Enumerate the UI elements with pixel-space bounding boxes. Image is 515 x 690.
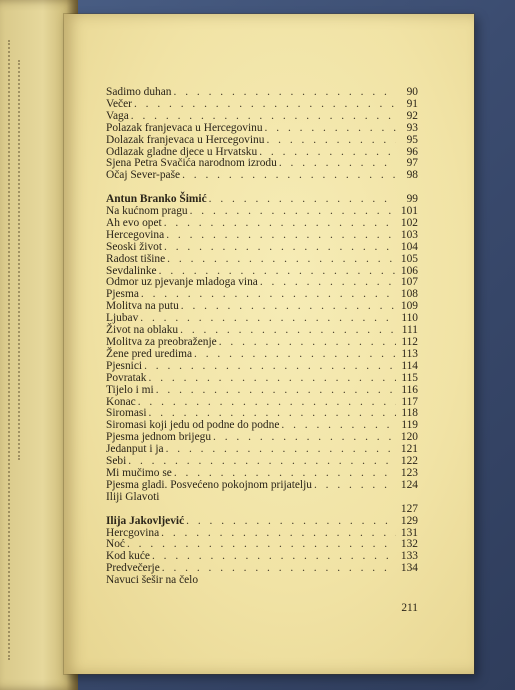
toc-entry: [106, 575, 418, 587]
toc-entry-title: Antun Branko Šimić: [106, 193, 207, 206]
toc-entry: [106, 87, 418, 99]
toc-entry-page: 102: [400, 216, 418, 229]
toc-entry-title: Konac: [106, 395, 136, 408]
toc-dot-leader: [164, 444, 396, 456]
toc-entry-title: Vaga: [106, 109, 129, 122]
toc-entry-page: 92: [406, 109, 418, 122]
toc-dot-leader: [164, 230, 396, 242]
toc-entry-title: Povratak: [106, 371, 147, 384]
toc-entry-title: Dolazak franjevaca u Hercegovinu: [106, 133, 265, 146]
toc-entry-title: Noć: [106, 538, 125, 551]
toc-entry: [106, 123, 418, 135]
toc-entry-page: 101: [400, 205, 418, 218]
toc-entry: [106, 539, 418, 551]
toc-entry-title: Sadimo duhan: [106, 86, 172, 98]
toc-entry: [106, 373, 418, 385]
toc-entry-title: Predvečerje: [106, 562, 160, 575]
toc-entry-title: Odmor uz pjevanje mladoga vina: [106, 276, 258, 289]
toc-entry-page: 90: [406, 86, 418, 98]
toc-entry-title: Ah evo opet: [106, 216, 162, 229]
toc-entry-page: 115: [401, 371, 418, 384]
toc-author-entry: [106, 516, 418, 528]
book-page: [64, 14, 474, 674]
toc-entry: [106, 135, 418, 147]
toc-entry-page: 124: [400, 478, 418, 491]
toc-entry-page: 127: [400, 502, 418, 515]
toc-entry: [106, 230, 418, 242]
toc-dot-leader: [184, 516, 396, 528]
toc-entry: [106, 397, 418, 409]
toc-entry-title: Hercgovina: [106, 526, 160, 539]
toc-dot-leader: [132, 99, 396, 111]
toc-entry-title: Na kućnom pragu: [106, 205, 188, 218]
toc-entry-title: Pjesma jednom brijegu: [106, 431, 212, 444]
toc-entry-title: Polazak franjevaca u Hercegovinu: [106, 121, 263, 134]
toc-entry-title: Ljubav: [106, 312, 139, 325]
toc-entry-title: Hercegovina: [106, 228, 165, 241]
toc-entry-title: Jedanput i ja: [106, 443, 164, 456]
toc-entry: [106, 242, 418, 254]
toc-entry-title: Odlazak gladne djece u Hrvatsku: [106, 145, 258, 158]
toc-entry: [106, 349, 418, 361]
toc-entry: [106, 504, 418, 516]
toc-entry: [106, 361, 418, 373]
toc-entry: [106, 99, 418, 111]
toc-entry-page: 131: [400, 526, 418, 539]
toc-entry-title: Radost tišine: [106, 252, 166, 265]
toc-dot-leader: [211, 432, 396, 444]
toc-entry-title: Navuci šešir na čelo: [106, 574, 199, 587]
toc-entry: [106, 301, 418, 313]
toc-entry: [106, 170, 418, 182]
toc-dot-leader: [258, 277, 396, 289]
toc-entry-page: 98: [406, 169, 418, 182]
toc-dot-leader: [263, 123, 396, 135]
toc-entry-page: 105: [400, 252, 418, 265]
toc-entry-page: 114: [401, 359, 418, 372]
toc-entry-page: 111: [401, 324, 418, 337]
toc-entry-page: 134: [400, 562, 418, 575]
toc-dot-leader: [162, 242, 396, 254]
toc-entry-page: 110: [401, 312, 418, 325]
toc-dot-leader: [188, 206, 396, 218]
toc-entry-page: 108: [400, 288, 418, 301]
toc-entry-title: Siromasi: [106, 407, 147, 420]
toc-entry-title: Iliji Glavoti: [106, 490, 160, 503]
toc-dot-leader: [179, 301, 396, 313]
toc-entry: [106, 277, 418, 289]
toc-entry-title: Pjesma: [106, 288, 139, 301]
toc-entry-page: 107: [400, 276, 418, 289]
toc-dot-leader: [217, 337, 396, 349]
toc-entry-page: 118: [401, 407, 418, 420]
toc-entry-page: 120: [400, 431, 418, 444]
toc-entry-page: 122: [400, 455, 418, 468]
toc-entry-page: 104: [400, 240, 418, 253]
toc-entry-title: Kod kuće: [106, 550, 150, 563]
toc-entry: [106, 254, 418, 266]
toc-entry-page: 103: [400, 228, 418, 241]
toc-entry-page: 95: [406, 133, 418, 146]
toc-dot-leader: [147, 373, 397, 385]
toc-entry-page: 99: [406, 193, 418, 206]
toc-entry-title: Molitva na putu: [106, 300, 179, 313]
toc-entry-title: Pjesnici: [106, 359, 143, 372]
toc-entry: [106, 385, 418, 397]
toc-dot-leader: [172, 87, 397, 99]
toc-entry: [106, 111, 418, 123]
toc-entry-page: 109: [400, 300, 418, 313]
toc-entry-title: Siromasi koji jedu od podne do podne: [106, 419, 280, 432]
toc-entry-page: 117: [401, 395, 418, 408]
toc-entry-title: Molitva za preobraženje: [106, 336, 217, 349]
toc-entry-page: 133: [400, 550, 418, 563]
toc-entry: [106, 492, 418, 504]
toc-entry-title: Žene pred uredima: [106, 347, 193, 360]
toc-entry-page: 112: [401, 336, 418, 349]
toc-entry-page: 132: [400, 538, 418, 551]
facing-page-dotted-leaders-2: [18, 60, 34, 460]
toc-entry-title: Život na oblaku: [106, 324, 179, 337]
toc-entry-title: Pjesma gladi. Posvećeno pokojnom prijatelju: [106, 478, 312, 491]
toc-dot-leader: [150, 551, 396, 563]
toc-dot-leader: [192, 349, 396, 361]
toc-dot-leader: [257, 147, 396, 159]
toc-dot-leader: [159, 528, 396, 540]
page-number: 211: [401, 602, 418, 614]
toc-entry-title: Sebi: [106, 455, 127, 468]
toc-entry-title: Seoski život: [106, 240, 163, 253]
toc-dot-leader: [279, 420, 396, 432]
toc-entry-title: Očaj Sever-paše: [106, 169, 181, 182]
toc-entry: [106, 528, 418, 540]
toc-dot-leader: [165, 254, 396, 266]
toc-entry-page: 91: [406, 97, 418, 110]
toc-dot-leader: [129, 111, 396, 123]
toc-dot-leader: [312, 480, 396, 492]
toc-entry-page: 106: [400, 264, 418, 277]
toc-entry-title: Večer: [106, 97, 132, 110]
toc-dot-leader: [207, 194, 396, 206]
table-of-contents: [106, 87, 418, 587]
toc-entry-title: Sevdalinke: [106, 264, 157, 277]
toc-entry-page: 129: [400, 514, 418, 527]
toc-dot-leader: [154, 385, 396, 397]
toc-entry-title: Sjena Petra Svačića narodnom izrodu: [106, 157, 277, 170]
toc-entry-page: 123: [400, 466, 418, 479]
toc-entry-title: Ilija Jakovljević: [106, 514, 185, 527]
toc-dot-leader: [264, 135, 396, 147]
toc-entry-title: Tijelo i mi: [106, 383, 154, 396]
toc-entry-page: 97: [406, 157, 418, 170]
toc-entry-page: 96: [406, 145, 418, 158]
toc-entry-page: 93: [406, 121, 418, 134]
toc-dot-leader: [142, 361, 396, 373]
toc-dot-leader: [277, 158, 396, 170]
toc-entry-page: 121: [400, 443, 418, 456]
toc-dot-leader: [136, 397, 396, 409]
toc-entry: [106, 444, 418, 456]
toc-dot-leader: [162, 218, 396, 230]
toc-dot-leader: [125, 539, 396, 551]
toc-entry-page: 119: [401, 419, 418, 432]
toc-entry-page: 113: [401, 347, 418, 360]
toc-entry-title: Mi mučimo se: [106, 466, 172, 479]
toc-entry-page: 116: [401, 383, 418, 396]
toc-entry: [106, 480, 418, 492]
toc-dot-leader: [180, 170, 396, 182]
